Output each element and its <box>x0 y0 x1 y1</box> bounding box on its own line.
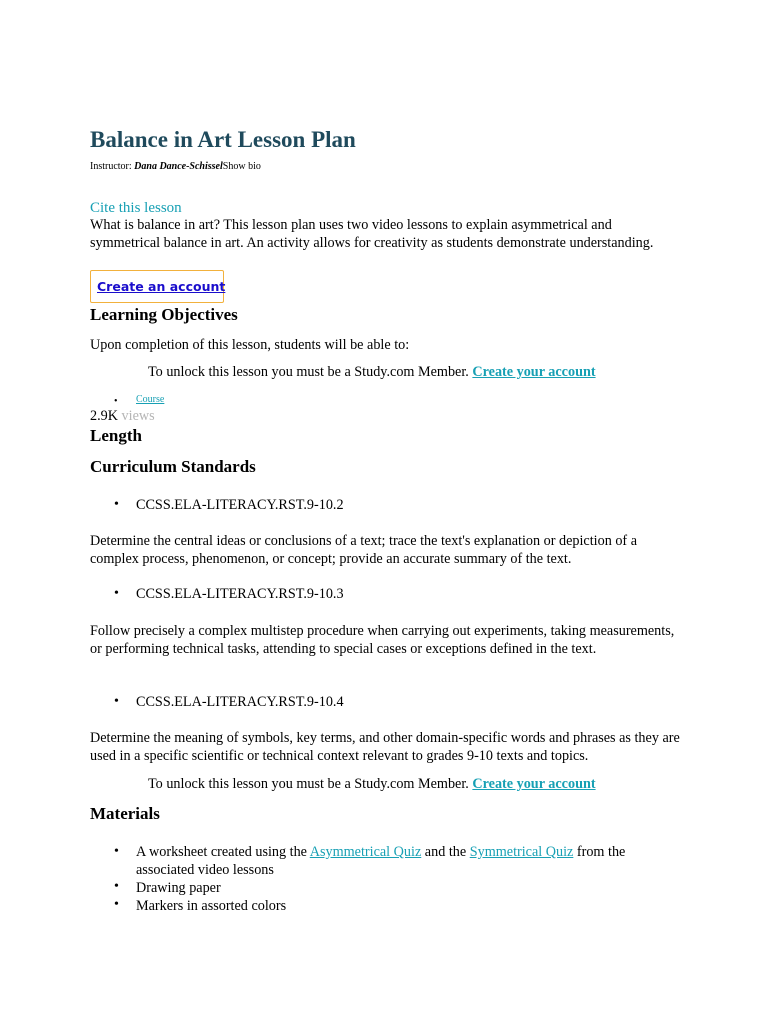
instructor-name: Dana Dance-Schissel <box>134 161 223 172</box>
curriculum-standards-heading: Curriculum Standards <box>90 457 256 476</box>
bullet-icon: • <box>114 497 119 512</box>
instructor-label: Instructor: <box>90 161 135 172</box>
bullet-icon: • <box>114 586 119 601</box>
views-count <box>90 407 155 425</box>
unlock-notice <box>148 775 596 793</box>
length-heading: Length <box>90 426 142 445</box>
materials-heading: Materials <box>90 804 160 823</box>
list-item: Markers in assorted colors <box>136 898 287 914</box>
unlock-text: To unlock this lesson you must be a Study.com Member. <box>148 364 473 380</box>
list-item: Drawing paper <box>136 880 221 896</box>
asymmetrical-quiz-link[interactable]: Asymmetrical Quiz <box>309 844 422 860</box>
standard-code: CCSS.ELA-LITERACY.RST.9-10.3 <box>136 586 344 602</box>
views-number: 2.9K <box>90 408 118 424</box>
course-link[interactable]: Course <box>136 394 165 405</box>
material-text: and the <box>421 844 470 860</box>
bullet-icon: • <box>114 879 119 894</box>
cite-lesson-link[interactable]: Cite this lesson <box>90 200 182 216</box>
standard-description: Follow precisely a complex multistep procedure when carrying out experiments, taking measurements, or performing technical tasks, attending to special cases or exceptions defined in the text. <box>90 623 675 657</box>
objectives-intro-text: Upon completion of this lesson, students will be able to: <box>90 337 410 353</box>
learning-objectives-heading: Learning Objectives <box>90 305 238 324</box>
standard-code: CCSS.ELA-LITERACY.RST.9-10.4 <box>136 694 344 710</box>
create-account-link[interactable]: Create an account <box>97 279 226 294</box>
show-bio-link[interactable]: Show bio <box>222 161 261 172</box>
material-text: A worksheet created using the <box>136 844 310 860</box>
standard-code: CCSS.ELA-LITERACY.RST.9-10.2 <box>136 497 344 513</box>
bullet-icon: • <box>114 897 119 912</box>
bullet-icon: • <box>114 694 119 709</box>
unlock-text: To unlock this lesson you must be a Study.com Member. <box>148 776 473 792</box>
intro-paragraph: What is balance in art? This lesson plan uses two video lessons to explain asymmetrical and symmetrical balance in art. An activity allows for creativity as students demonstrate understanding. <box>90 217 654 251</box>
bullet-icon: • <box>114 844 119 859</box>
standard-description: Determine the central ideas or conclusions of a text; trace the text's explanation or depiction of a complex process, phenomenon, or concept; provide an accurate summary of the text. <box>90 533 637 567</box>
views-label: views <box>117 408 155 424</box>
unlock-notice <box>148 363 596 381</box>
create-your-account-link[interactable]: Create your account <box>472 364 596 380</box>
material-text: from the associated video lessons <box>136 844 626 878</box>
standard-description: Determine the meaning of symbols, key terms, and other domain-specific words and phrases as they are used in a specific scientific or technical context relevant to grades 9-10 texts and topics. <box>90 730 680 764</box>
create-your-account-link[interactable]: Create your account <box>472 776 596 792</box>
symmetrical-quiz-link[interactable]: Symmetrical Quiz <box>469 844 574 860</box>
list-item <box>136 843 676 879</box>
instructor-line <box>90 160 261 174</box>
bullet-icon: • <box>114 396 118 407</box>
materials-list <box>136 843 676 915</box>
page-title: Balance in Art Lesson Plan <box>90 127 356 152</box>
